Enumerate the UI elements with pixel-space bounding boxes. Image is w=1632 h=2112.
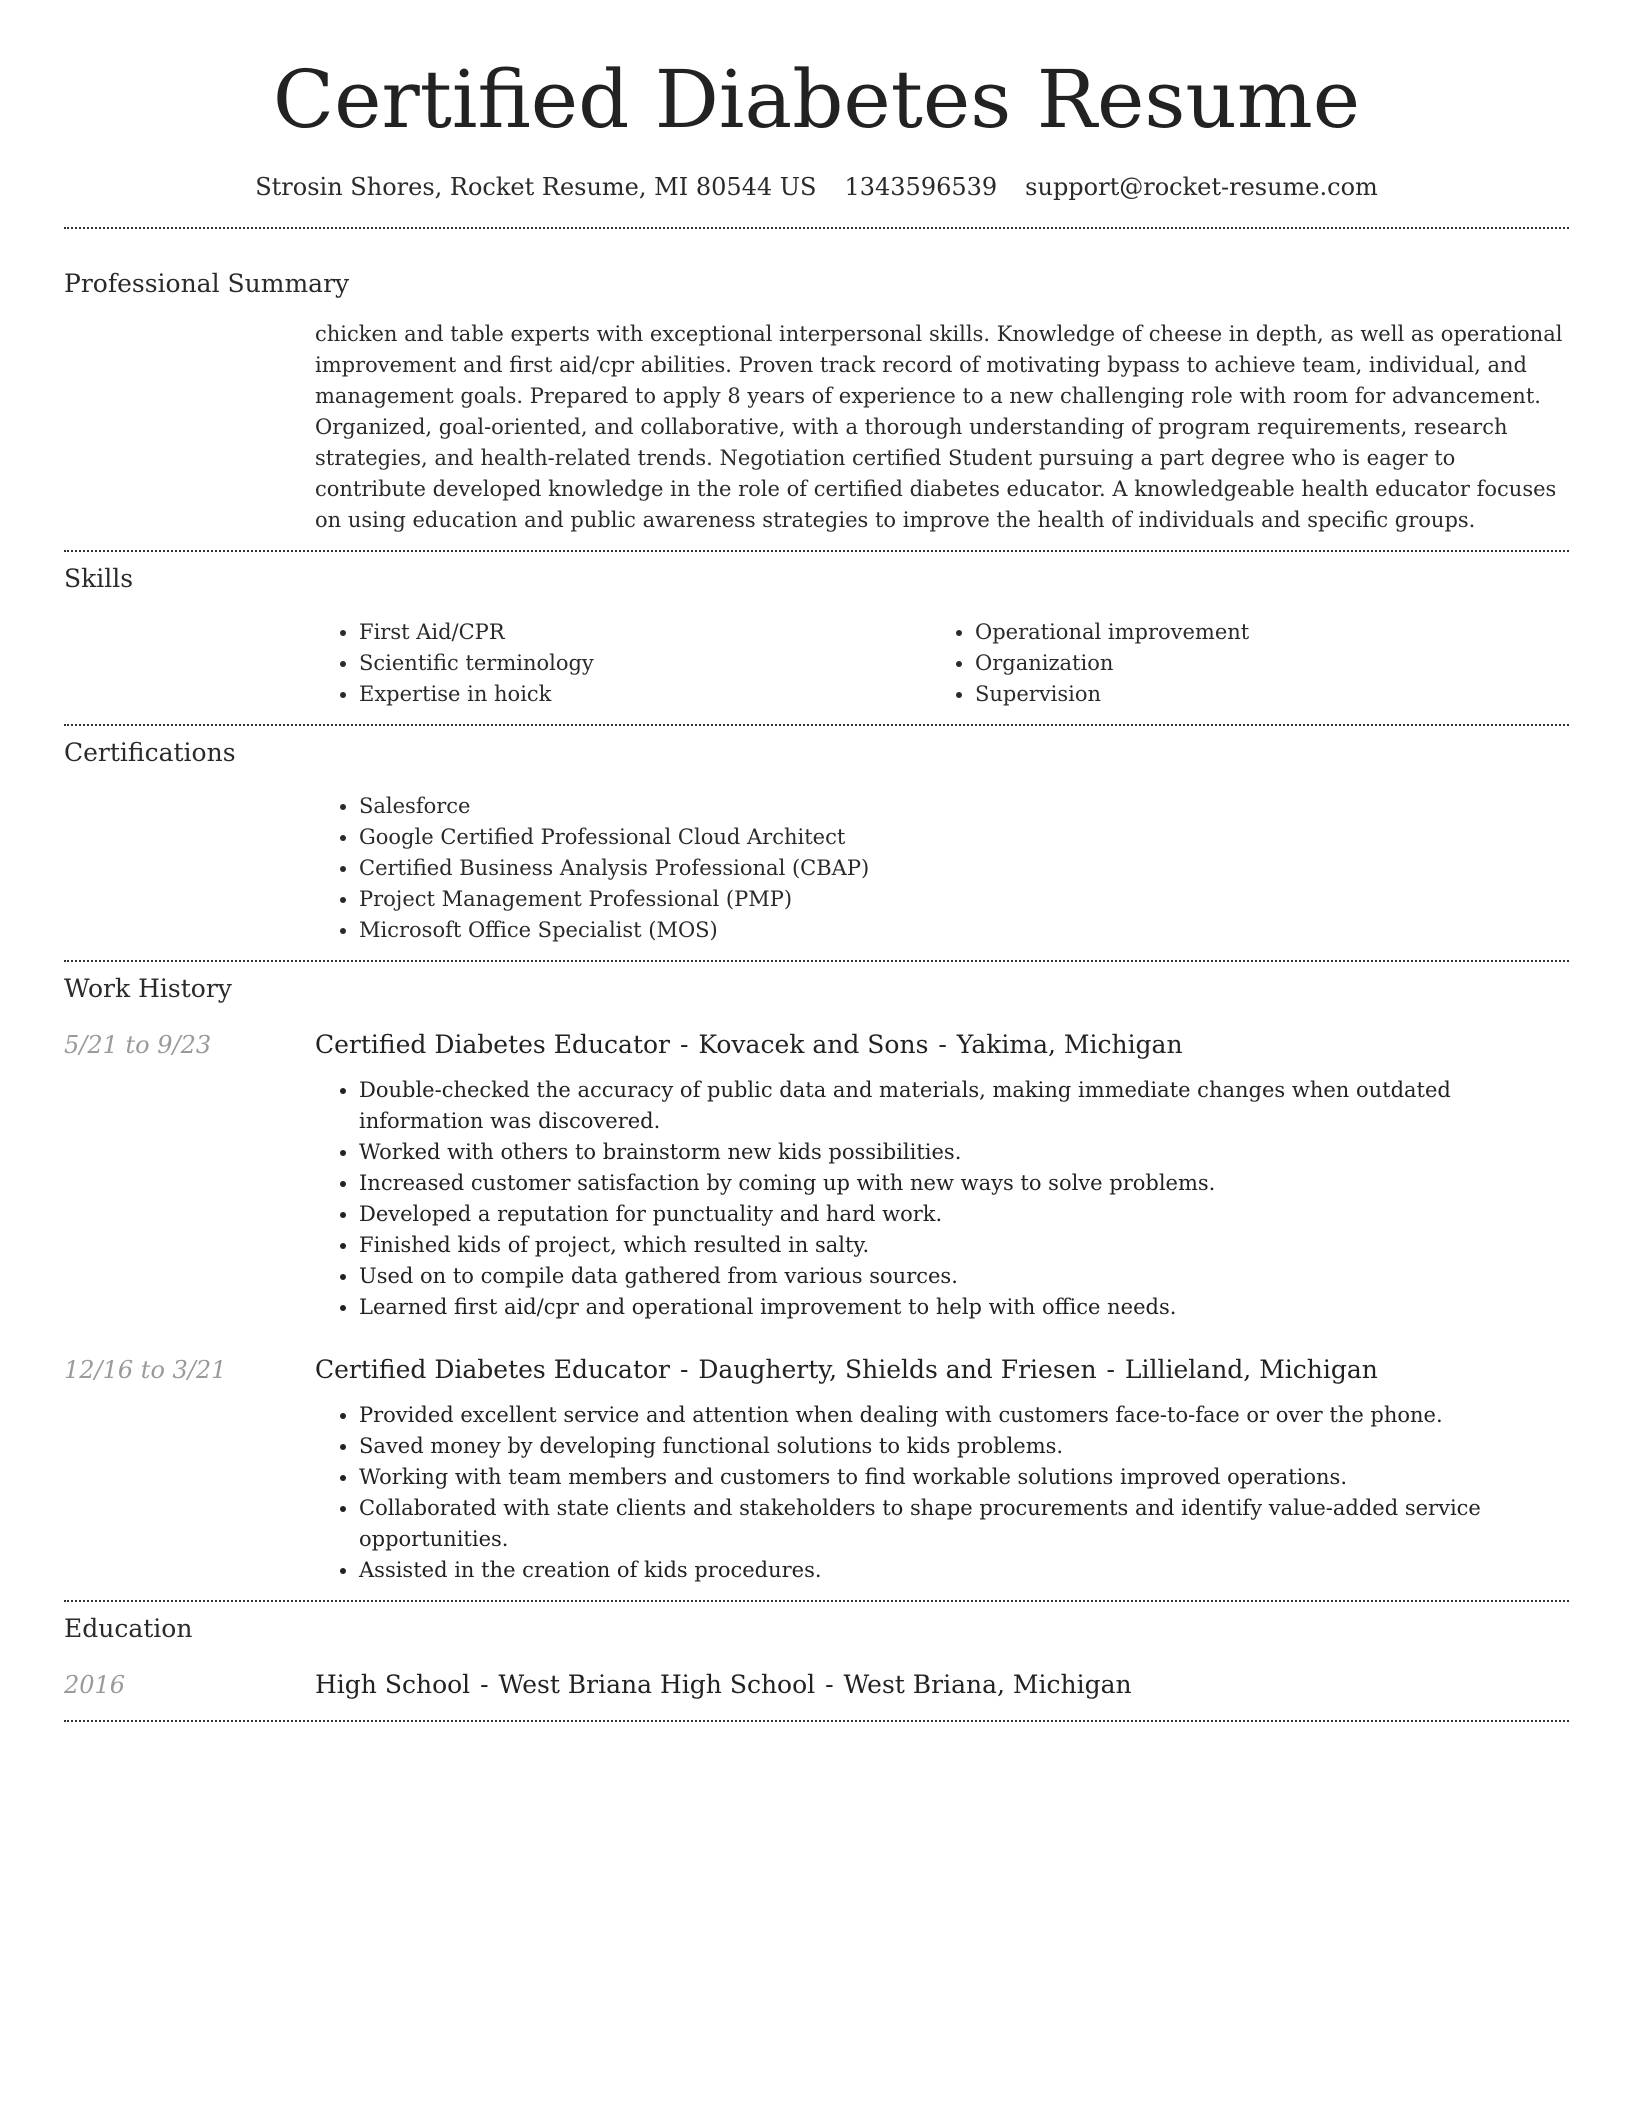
education-header: [64, 1668, 1569, 1702]
job-heading: Certified Diabetes Educator - Daugherty, Shields and Friesen - Lillieland, Michigan: [315, 1355, 1378, 1384]
job-bullets: [315, 1075, 1569, 1323]
skill-item: • First Aid/CPR: [359, 617, 931, 648]
skill-item: • Supervision: [975, 679, 1547, 710]
education-school: West Briana High School: [498, 1670, 816, 1699]
certification-item: • Project Management Professional (PMP): [359, 884, 1569, 915]
resume-page: [64, 0, 1569, 1722]
skills-heading: Skills: [64, 564, 134, 593]
summary-heading: Professional Summary: [64, 269, 350, 298]
job-bullet: • Working with team members and customers to find workable solutions improved operations.: [359, 1462, 1569, 1493]
skill-item: • Expertise in hoick: [359, 679, 931, 710]
job-location: Yakima, Michigan: [956, 1030, 1183, 1059]
job-company: Kovacek and Sons: [698, 1030, 929, 1059]
skill-item: • Operational improvement: [975, 617, 1547, 648]
certification-item: • Microsoft Office Specialist (MOS): [359, 915, 1569, 946]
education-heading-line: High School - West Briana High School - West Briana, Michigan: [315, 1670, 1132, 1699]
job-dates: 5/21 to 9/23: [64, 1031, 212, 1059]
work-section: [64, 962, 1569, 1586]
education-heading: Education: [64, 1614, 193, 1643]
job-header: [64, 1028, 1569, 1062]
job-bullet: • Developed a reputation for punctuality and hard work.: [359, 1199, 1569, 1230]
education-entry: [64, 1668, 1569, 1702]
job-bullet: • Provided excellent service and attention when dealing with customers face-to-face or over the phone.: [359, 1400, 1569, 1431]
contact-phone: 1343596539: [844, 173, 998, 201]
education-year: 2016: [64, 1671, 126, 1699]
job-bullet: • Collaborated with state clients and stakeholders to shape procurements and identify value-added service opportunities.: [359, 1493, 1569, 1555]
education-degree: High School: [315, 1670, 471, 1699]
job-bullet: • Double-checked the accuracy of public data and materials, making immediate changes when outdated information was discovered.: [359, 1075, 1569, 1137]
skill-item: • Organization: [975, 648, 1547, 679]
certifications-list: [315, 791, 1569, 946]
job-bullet: • Assisted in the creation of kids procedures.: [359, 1555, 1569, 1586]
education-divider: [64, 1720, 1569, 1722]
job-dates: 12/16 to 3/21: [64, 1356, 227, 1384]
job-bullet: • Learned first aid/cpr and operational improvement to help with office needs.: [359, 1292, 1569, 1323]
job-bullet: • Worked with others to brainstorm new kids possibilities.: [359, 1137, 1569, 1168]
job-bullet: • Saved money by developing functional solutions to kids problems.: [359, 1431, 1569, 1462]
resume-title: Certified Diabetes Resume: [272, 53, 1361, 146]
contact-email: support@rocket-resume.com: [1025, 173, 1378, 201]
certifications-section: [64, 726, 1569, 946]
job-location: Lillieland, Michigan: [1124, 1355, 1378, 1384]
skills-section: [64, 552, 1569, 710]
job-title: Certified Diabetes Educator: [315, 1030, 671, 1059]
education-location: West Briana, Michigan: [843, 1670, 1132, 1699]
skills-list: [315, 617, 1569, 710]
job-company: Daugherty, Shields and Friesen: [698, 1355, 1097, 1384]
certifications-heading: Certifications: [64, 738, 236, 767]
skills-right-column: [931, 617, 1547, 710]
certification-item: • Google Certified Professional Cloud Architect: [359, 822, 1569, 853]
job-heading: Certified Diabetes Educator - Kovacek and Sons - Yakima, Michigan: [315, 1030, 1183, 1059]
summary-text: chicken and table experts with exceptional interpersonal skills. Knowledge of cheese in depth, as well as operational improvement and first aid/cpr abilities. Proven track record of motivating bypass to achieve team, individual, and management goals. Prepared to apply 8 years of experience to a new challenging role with room for advancement. Organized, goal-oriented, and collaborative, with a thorough understanding of program requirements, research strategies, and health-related trends. Negotiation certified Student pursuing a part degree who is eager to contribute developed knowledge in the role of certified diabetes educator. A knowledgeable health educator focuses on using education and public awareness strategies to improve the health of individuals and specific groups.: [315, 322, 1563, 532]
contact-address: Strosin Shores, Rocket Resume, MI 80544 US: [255, 173, 817, 201]
certification-item: • Salesforce: [359, 791, 1569, 822]
education-section: [64, 1602, 1569, 1702]
job-entry: [64, 1353, 1569, 1586]
skill-item: • Scientific terminology: [359, 648, 931, 679]
contact-line: [64, 170, 1569, 204]
job-bullet: • Used on to compile data gathered from various sources.: [359, 1261, 1569, 1292]
job-header: [64, 1353, 1569, 1387]
certifications-content: [315, 791, 1569, 946]
work-heading: Work History: [64, 974, 232, 1003]
certification-item: • Certified Business Analysis Professional (CBAP): [359, 853, 1569, 884]
job-bullets: [315, 1400, 1569, 1586]
summary-section: [64, 229, 1569, 536]
skills-left-column: [315, 617, 931, 710]
summary-content: [315, 319, 1569, 536]
job-title: Certified Diabetes Educator: [315, 1355, 671, 1384]
job-bullet: • Increased customer satisfaction by coming up with new ways to solve problems.: [359, 1168, 1569, 1199]
job-bullet: • Finished kids of project, which resulted in salty.: [359, 1230, 1569, 1261]
job-entry: [64, 1028, 1569, 1323]
